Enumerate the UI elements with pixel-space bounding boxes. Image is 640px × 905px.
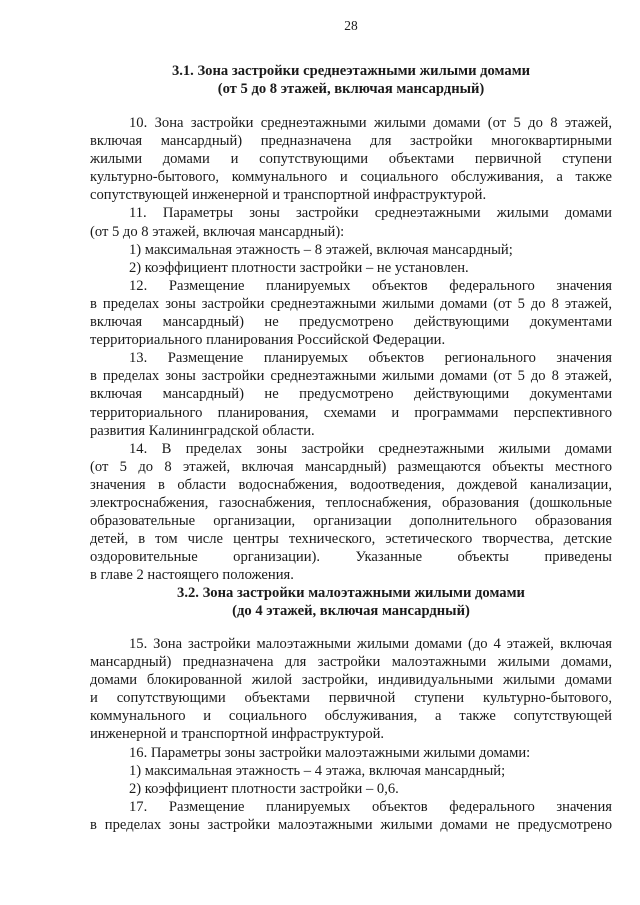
section-3-2-body: [90, 635, 612, 834]
text-line: 1) максимальная этажность – 8 этажей, включая мансардный;: [129, 241, 513, 258]
text-line: 1) максимальная этажность – 4 этажа, включая мансардный;: [129, 762, 506, 779]
text-line: территориального планирования, схемами и программами перспективного: [90, 404, 612, 421]
text-line: сопутствующей инженерной и транспортной инфраструктурой.: [90, 187, 487, 204]
text-line: оздоровительные организации). Указанные объекты приведены: [90, 549, 612, 566]
text-line: территориального планирования Российской Федерации.: [90, 332, 446, 349]
text-line: в пределах зоны застройки малоэтажными жилыми домами не предусмотрено: [90, 816, 612, 833]
text-line: 2) коэффициент плотности застройки – не установлен.: [129, 259, 469, 276]
section-3-2-title: [90, 584, 612, 620]
text-line: детей, в том числе центры технического, эстетического творчества, детские: [90, 531, 612, 548]
section-title-line: (до 4 этажей, включая мансардный): [232, 603, 470, 619]
text-line: (от 5 до 8 этажей, включая мансардный):: [90, 223, 345, 240]
section-3-1-title: [90, 62, 612, 98]
text-line: жилыми домами и сопутствующими объектами первичной ступени: [90, 151, 612, 168]
text-line: включая мансардный) предназначена для застройки многоквартирными: [90, 133, 612, 150]
text-line: включая мансардный) не предусмотрено действующими документами: [90, 314, 612, 331]
text-line: 11. Параметры зоны застройки среднеэтажными жилыми домами: [129, 205, 612, 222]
text-line: 14. В пределах зоны застройки среднеэтажными жилыми домами: [129, 440, 612, 457]
text-line: развития Калининградской области.: [90, 422, 315, 439]
text-line: в главе 2 настоящего положения.: [90, 567, 294, 584]
text-line: включая мансардный) не предусмотрено действующими документами: [90, 386, 612, 403]
text-line: 12. Размещение планируемых объектов федерального значения: [129, 277, 612, 294]
text-line: 17. Размещение планируемых объектов федерального значения: [129, 798, 612, 815]
section-3-1-body: [90, 114, 612, 584]
text-line: в пределах зоны застройки среднеэтажными жилыми домами (от 5 до 8 этажей,: [90, 295, 612, 312]
text-line: значения в области водоснабжения, водоотведения, дождевой канализации,: [90, 476, 612, 493]
text-line: 13. Размещение планируемых объектов регионального значения: [129, 350, 612, 367]
text-line: мансардный) предназначена для застройки малоэтажными жилыми домами,: [90, 654, 612, 671]
text-line: домами блокированной жилой застройки, индивидуальными жилыми домами: [90, 672, 612, 689]
text-line: и сопутствующими объектами первичной ступени культурно-бытового,: [90, 690, 612, 707]
text-line: в пределах зоны застройки среднеэтажными жилыми домами (от 5 до 8 этажей,: [90, 368, 612, 385]
text-line: культурно-бытового, коммунального и социального обслуживания, а также: [90, 169, 612, 186]
text-line: 15. Зона застройки малоэтажными жилыми домами (до 4 этажей, включая: [129, 636, 612, 652]
section-title-line: 3.1. Зона застройки среднеэтажными жилыми домами: [171, 63, 531, 79]
text-line: образовательные организации, организации дополнительного образования: [90, 513, 612, 530]
text-line: коммунального и социального обслуживания, а также сопутствующей: [90, 708, 612, 725]
text-line: (от 5 до 8 этажей, включая мансардный) размещаются объекты местного: [90, 458, 612, 475]
text-line: 2) коэффициент плотности застройки – 0,6.: [129, 780, 399, 797]
section-title-line: 3.2. Зона застройки малоэтажными жилыми домами: [177, 585, 525, 601]
text-line: электроснабжения, газоснабжения, теплоснабжения, образования (дошкольные: [90, 494, 612, 511]
section-title-line: (от 5 до 8 этажей, включая мансардный): [217, 81, 485, 97]
text-line: инженерной и транспортной инфраструктурой.: [90, 726, 385, 743]
page-number: 28: [344, 18, 358, 33]
text-line: 16. Параметры зоны застройки малоэтажными жилыми домами:: [129, 744, 531, 761]
text-line: 10. Зона застройки среднеэтажными жилыми домами (от 5 до 8 этажей,: [129, 115, 612, 131]
document-page: [90, 0, 612, 905]
